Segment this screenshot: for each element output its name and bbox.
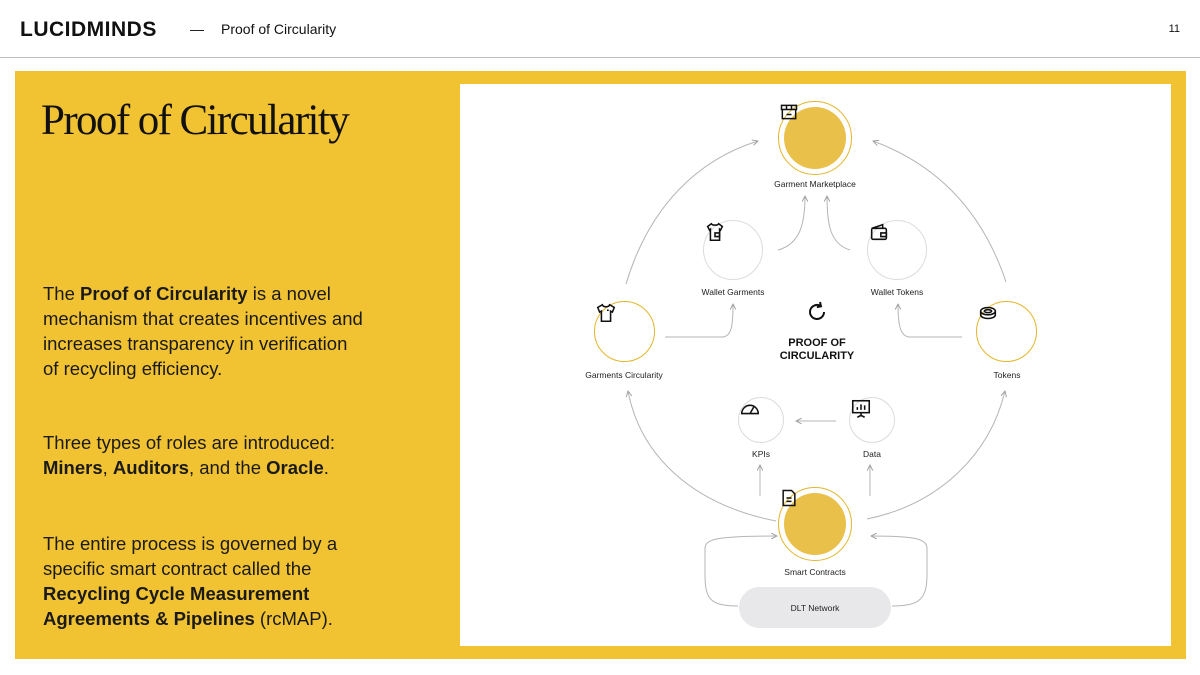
text: Three types of roles are introduced: — [43, 432, 336, 453]
center-title-line2: CIRCULARITY — [779, 350, 855, 362]
text: is a novel mechanism that creates incentives and increases transparency in verification of recycling efficiency. — [43, 283, 363, 379]
node-kpis — [738, 397, 784, 443]
arrow-circularity-to-wallet-garments — [665, 304, 733, 337]
node-fill — [784, 107, 846, 169]
bold-text: Miners — [43, 457, 103, 478]
shirt-wallet-icon — [704, 221, 726, 243]
label-data: Data — [863, 449, 881, 459]
presentation-chart-icon — [850, 398, 872, 420]
node-garments-circularity — [594, 301, 655, 362]
bold-text: Recycling Cycle Measurement Agreements & Pipelines — [43, 583, 310, 629]
refresh-icon — [805, 300, 829, 324]
node-tokens — [976, 301, 1037, 362]
dlt-network: DLT Network — [739, 587, 891, 628]
node-wallet-tokens — [867, 220, 927, 280]
wallet-icon — [868, 221, 890, 243]
node-wallet-garments — [703, 220, 763, 280]
slide-title: Proof of Circularity — [41, 97, 349, 144]
store-icon — [779, 102, 799, 122]
label-smart-contracts: Smart Contracts — [784, 567, 846, 577]
coin-icon — [977, 302, 999, 324]
label-kpis: KPIs — [752, 449, 770, 459]
label-garments-circularity: Garments Circularity — [585, 370, 663, 380]
label-wallet-garments: Wallet Garments — [701, 287, 765, 297]
text: (rcMAP). — [254, 608, 333, 629]
node-fill — [784, 493, 846, 555]
center-title-line1: PROOF OF — [788, 337, 846, 349]
arrow-wallet-garments-to-marketplace — [778, 196, 805, 250]
arrow-tokens-to-wallet-tokens — [898, 304, 962, 337]
node-garment-marketplace — [778, 101, 852, 175]
header-rule — [0, 57, 1200, 58]
label-wallet-tokens: Wallet Tokens — [870, 287, 924, 297]
gauge-icon — [739, 398, 761, 420]
bold-text: Oracle — [266, 457, 324, 478]
header-title: Proof of Circularity — [221, 21, 337, 37]
node-data — [849, 397, 895, 443]
node-smart-contracts — [778, 487, 852, 561]
bold-text: Auditors — [112, 457, 189, 478]
page-number: 11 — [1168, 23, 1180, 35]
text: , and the — [188, 457, 267, 478]
header-divider — [190, 30, 204, 31]
arrow-wallet-tokens-to-marketplace — [827, 196, 850, 250]
text: The — [43, 283, 81, 304]
label-tokens: Tokens — [993, 370, 1021, 380]
text: , — [102, 457, 113, 478]
shirt-icon — [595, 302, 617, 324]
document-icon — [779, 488, 799, 508]
diagram-card — [460, 84, 1171, 646]
brand-logo: LUCIDMINDS — [20, 18, 157, 41]
text: . — [323, 457, 329, 478]
text: The entire process is governed by a specific smart contract called the — [43, 533, 338, 579]
label-garment-marketplace: Garment Marketplace — [774, 179, 856, 189]
paragraph-roles — [43, 430, 363, 480]
bold-text: Proof of Circularity — [80, 283, 248, 304]
paragraph-contract — [43, 531, 363, 631]
paragraph-intro — [43, 281, 363, 381]
